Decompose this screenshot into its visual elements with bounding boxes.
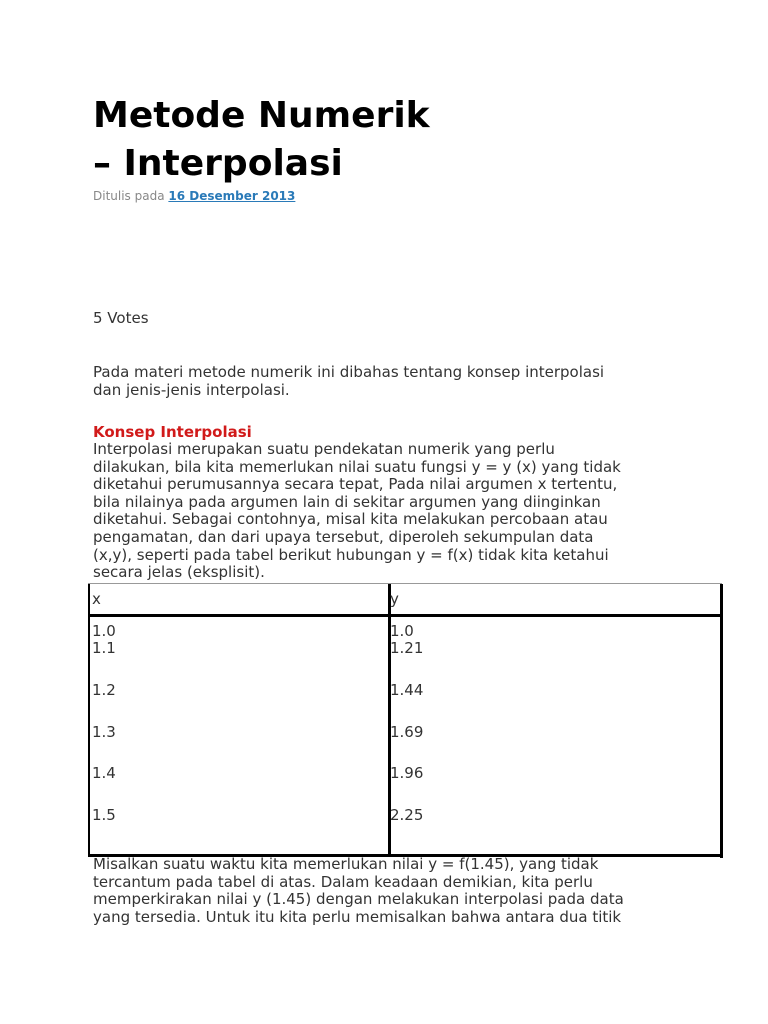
- section-paragraph: [93, 441, 621, 582]
- after-table-line: tercantum pada tabel di atas. Dalam keadaan demikian, kita perlu: [93, 872, 593, 891]
- table-left-border: [88, 584, 90, 856]
- table-header-y: y: [390, 590, 399, 608]
- table-right-border: [720, 584, 723, 858]
- table-cell-y: 1.69: [390, 723, 424, 741]
- table-cell-x: 1.4: [92, 764, 116, 782]
- after-table-line: Misalkan suatu waktu kita memerlukan nilai y = f(1.45), yang tidak: [93, 855, 599, 873]
- table-cell-x: 1.1: [92, 639, 116, 657]
- section-line: pengamatan, dan dari upaya tersebut, diperoleh sekumpulan data: [93, 527, 594, 546]
- meta-prefix: Ditulis pada: [93, 189, 165, 203]
- intro-line: Pada materi metode numerik ini dibahas tentang konsep interpolasi: [93, 363, 605, 381]
- article-title: [93, 92, 430, 188]
- after-table-line: memperkirakan nilai y (1.45) dengan melakukan interpolasi pada data: [93, 890, 624, 909]
- votes-count: 5 Votes: [93, 309, 149, 327]
- section-line: (x,y), seperti pada tabel berikut hubungan y = f(x) tidak kita ketahui: [93, 545, 609, 564]
- table-cell-x: 1.3: [92, 723, 116, 741]
- table-cell-y: 1.44: [390, 681, 424, 699]
- section-line: diketahui perumusannya secara tepat, Pada nilai argumen x tertentu,: [93, 475, 618, 494]
- after-table-line: yang tersedia. Untuk itu kita perlu memisalkan bahwa antara dua titik: [93, 907, 622, 926]
- section-line: diketahui. Sebagai contohnya, misal kita melakukan percobaan atau: [93, 510, 608, 529]
- article-title-line-1: Metode Numerik: [93, 95, 430, 136]
- table-cell-x: 1.0: [92, 622, 116, 640]
- table-header-divider: [88, 614, 722, 617]
- post-meta: [93, 188, 295, 204]
- data-table: [88, 583, 722, 857]
- intro-paragraph: [93, 364, 604, 399]
- post-date-link[interactable]: 16 Desember 2013: [168, 189, 296, 203]
- table-cell-y: 1.96: [390, 764, 424, 782]
- article-title-line-2: – Interpolasi: [93, 143, 343, 184]
- intro-line: dan jenis-jenis interpolasi.: [93, 380, 290, 399]
- section-line: dilakukan, bila kita memerlukan nilai suatu fungsi y = y (x) yang tidak: [93, 457, 621, 476]
- section-line: Interpolasi merupakan suatu pendekatan numerik yang perlu: [93, 440, 555, 458]
- section-line: secara jelas (eksplisit).: [93, 563, 265, 582]
- table-cell-x: 1.2: [92, 681, 116, 699]
- table-cell-x: 1.5: [92, 806, 116, 824]
- table-header-x: x: [92, 590, 101, 608]
- after-table-paragraph: [93, 856, 624, 926]
- section-line: bila nilainya pada argumen lain di sekitar argumen yang diinginkan: [93, 492, 601, 511]
- table-cell-y: 2.25: [390, 806, 424, 824]
- table-cell-y: 1.21: [390, 639, 424, 657]
- section-heading: Konsep Interpolasi: [93, 423, 252, 441]
- table-cell-y: 1.0: [390, 622, 414, 640]
